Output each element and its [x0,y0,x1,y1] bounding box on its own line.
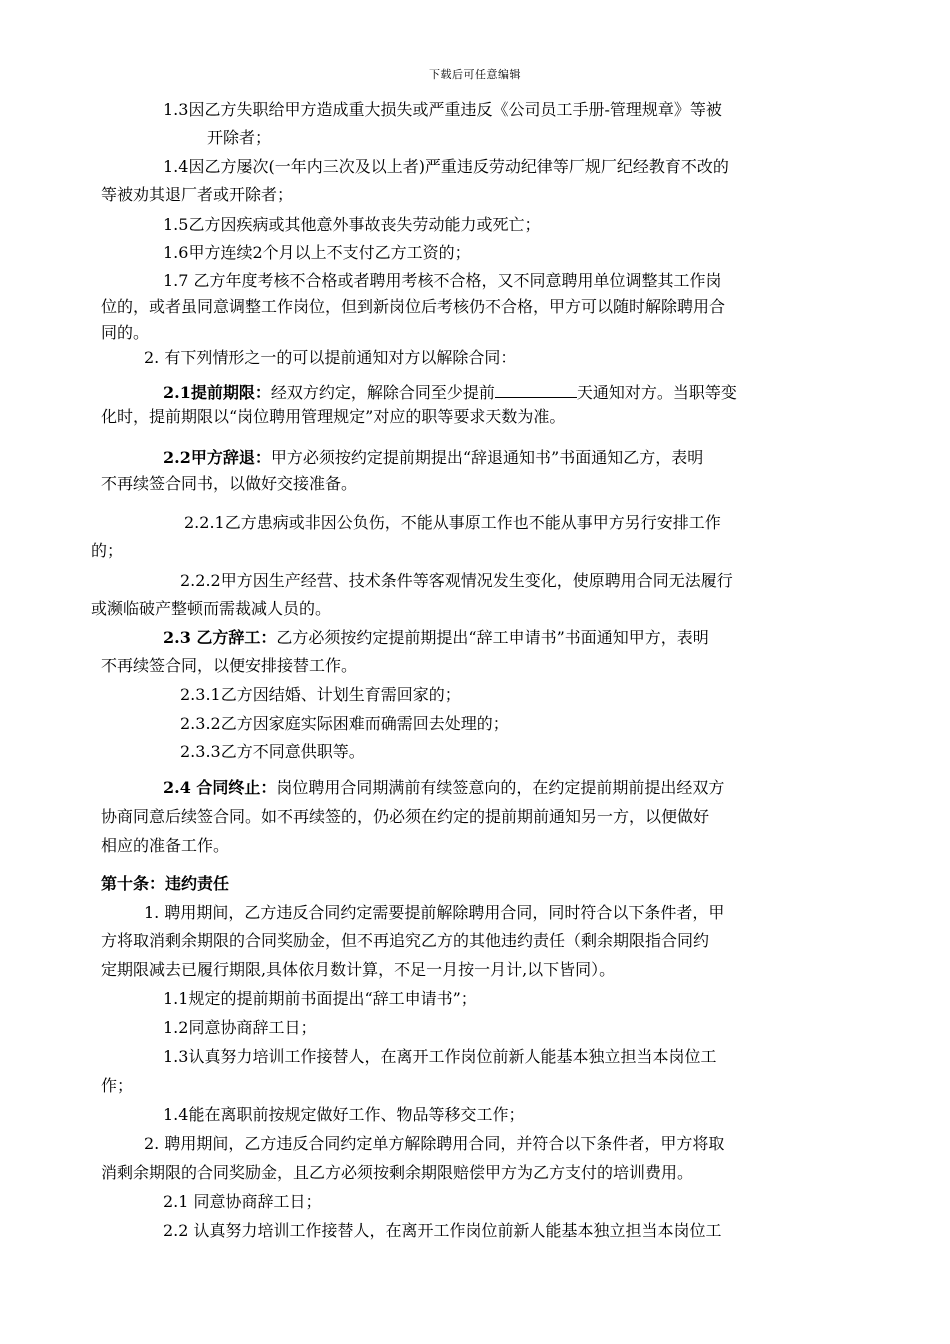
text-line: 2.2 认真努力培训工作接替人，在离开工作岗位前新人能基本独立担当本岗位工 [163,1221,722,1240]
text-line: 开除者； [207,128,272,147]
clause-text: 岗位聘用合同期满前有续签意向的，在约定提前期前提出经双方 [276,778,725,797]
page-header: 下载后可任意编辑 [429,68,521,81]
text-line: 不再续签合同，以便安排接替工作。 [101,656,358,675]
text-line: 2.2.2甲方因生产经营、技术条件等客观情况发生变化，使原聘用合同无法履行 [180,571,733,590]
clause-text: 乙方必须按约定提前期提出“辞工申请书”书面通知甲方，表明 [276,628,709,647]
clause-heading: 2.4 合同终止： [163,778,277,797]
section-heading: 第十条：违约责任 [101,874,230,893]
text-line: 1.6甲方连续2个月以上不支付乙方工资的； [163,243,471,262]
text-line: 1.5乙方因疾病或其他意外事故丧失劳动能力或死亡； [163,215,541,234]
text-line: 1.7 乙方年度考核不合格或者聘用考核不合格，又不同意聘用单位调整其工作岗 [163,271,722,290]
clause-heading: 2.2甲方辞退： [163,448,271,467]
text-line: 定期限减去已履行期限,具体依月数计算，不足一月按一月计,以下皆同）。 [101,960,616,979]
text-line: 1. 聘用期间，乙方违反合同约定需要提前解除聘用合同，同时符合以下条件者，甲 [144,903,725,922]
clause-2-4 [163,777,724,799]
clause-text: 甲方必须按约定提前期提出“辞退通知书”书面通知乙方，表明 [270,448,704,467]
text-line: 方将取消剩余期限的合同奖励金，但不再追究乙方的其他违约责任（剩余期限指合同约 [101,931,710,950]
clause-2-2 [163,447,703,469]
clause-text: 经双方约定，解除合同至少提前 [270,383,495,402]
text-line: 1.3因乙方失职给甲方造成重大损失或严重违反《公司员工手册-管理规章》等被 [163,100,722,119]
clause-2-3 [163,627,709,649]
text-line: 1.3认真努力培训工作接替人，在离开工作岗位前新人能基本独立担当本岗位工 [163,1047,717,1066]
clause-2-1 [163,381,737,404]
text-line: 或濒临破产整顿而需裁减人员的。 [91,599,332,618]
clause-heading: 2.1提前期限： [163,383,271,402]
clause-heading: 2.3 乙方辞工： [163,628,277,647]
text-line: 1.1规定的提前期前书面提出“辞工申请书”； [163,989,477,1008]
text-line: 化时，提前期限以“岗位聘用管理规定”对应的职等要求天数为准。 [101,407,566,426]
text-line: 1.4因乙方屡次(一年内三次及以上者)严重违反劳动纪律等厂规厂纪经教育不改的 [163,157,729,176]
text-line: 2. 聘用期间，乙方违反合同约定单方解除聘用合同，并符合以下条件者，甲方将取 [144,1134,725,1153]
text-line: 2. 有下列情形之一的可以提前通知对方以解除合同： [144,348,517,367]
text-line: 2.1 同意协商辞工日； [163,1192,322,1211]
text-line: 不再续签合同书，以做好交接准备。 [101,474,358,493]
text-line: 2.2.1乙方患病或非因公负伤，不能从事原工作也不能从事甲方另行安排工作 [184,513,721,532]
fill-in-blank[interactable] [495,381,577,398]
text-line: 1.2同意协商辞工日； [163,1018,317,1037]
text-line: 2.3.3乙方不同意供职等。 [180,742,365,761]
text-line: 2.3.2乙方因家庭实际困难而确需回去处理的； [180,714,509,733]
text-line: 同的。 [101,323,150,342]
text-line: 2.3.1乙方因结婚、计划生育需回家的； [180,685,461,704]
text-line: 等被劝其退厂者或开除者； [101,185,294,204]
text-line: 位的，或者虽同意调整工作岗位，但到新岗位后考核仍不合格，甲方可以随时解除聘用合 [101,297,726,316]
text-line: 作； [101,1076,134,1095]
text-line: 1.4能在离职前按规定做好工作、物品等移交工作； [163,1105,525,1124]
clause-text: 天通知对方。当职等变 [576,383,737,402]
text-line: 协商同意后续签合同。如不再续签的，仍必须在约定的提前期前通知另一方，以便做好 [101,807,710,826]
text-line: 消剩余期限的合同奖励金，且乙方必须按剩余期限赔偿甲方为乙方支付的培训费用。 [101,1163,694,1182]
text-line: 相应的准备工作。 [101,836,230,855]
text-line: 的； [91,541,124,560]
